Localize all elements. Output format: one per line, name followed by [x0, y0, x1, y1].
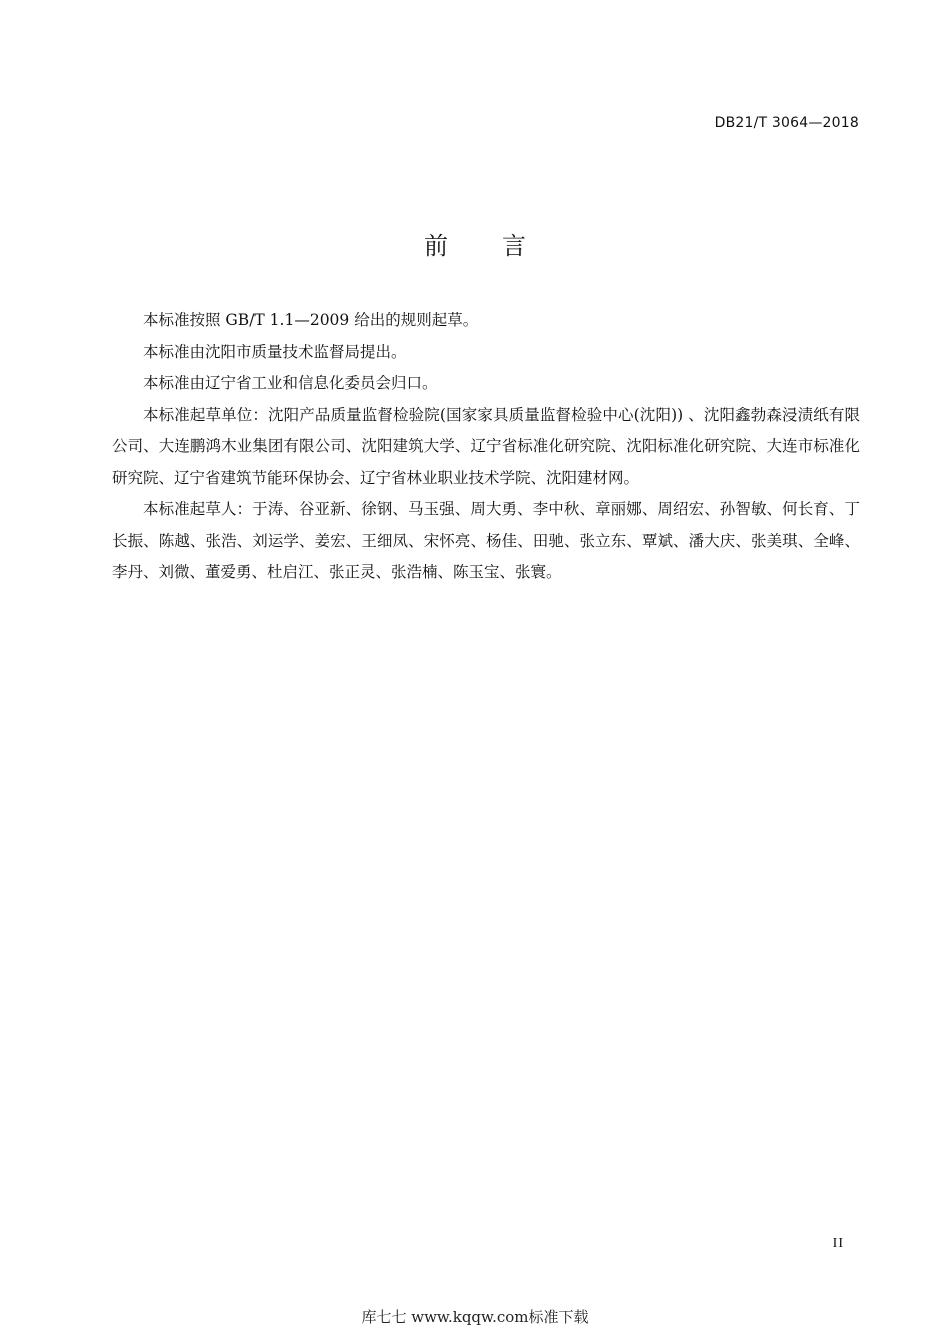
- paragraph-drafting-rules: 本标准按照 GB/T 1.1—2009 给出的规则起草。: [143, 311, 479, 329]
- paragraph-drafters: 本标准起草人：于涛、谷亚新、徐钢、马玉强、周大勇、李中秋、章丽娜、周绍宏、孙智敏、何长育、丁长振、陈越、张浩、刘运学、姜宏、王细凤、宋怀亮、杨佳、田驰、张立东、覃斌、潘大庆、张美琪、全峰、李丹、刘微、董爱勇、杜启江、张正灵、张浩楠、陈玉宝、张寰。: [112, 500, 860, 581]
- paragraph-drafting-units: 本标准起草单位：沈阳产品质量监督检验院(国家家具质量监督检验中心(沈阳)) 、沈阳鑫勃森浸渍纸有限公司、大连鹏鸿木业集团有限公司、沈阳建筑大学、辽宁省标准化研究院、沈阳标准化研究院、大连市标准化研究院、辽宁省建筑节能环保协会、辽宁省林业职业技术学院、沈阳建材网。: [112, 405, 860, 487]
- paragraph-centralized-management: 本标准由辽宁省工业和信息化委员会归口。: [143, 374, 438, 392]
- page-number: II: [832, 1236, 844, 1251]
- foreword-body: [112, 305, 860, 589]
- footer-watermark: 库七七 www.kqqw.com标准下载: [361, 1308, 589, 1326]
- page-title: 前言: [424, 232, 580, 261]
- paragraph-proposer: 本标准由沈阳市质量技术监督局提出。: [143, 342, 407, 361]
- document-code: DB21/T 3064—2018: [714, 115, 859, 131]
